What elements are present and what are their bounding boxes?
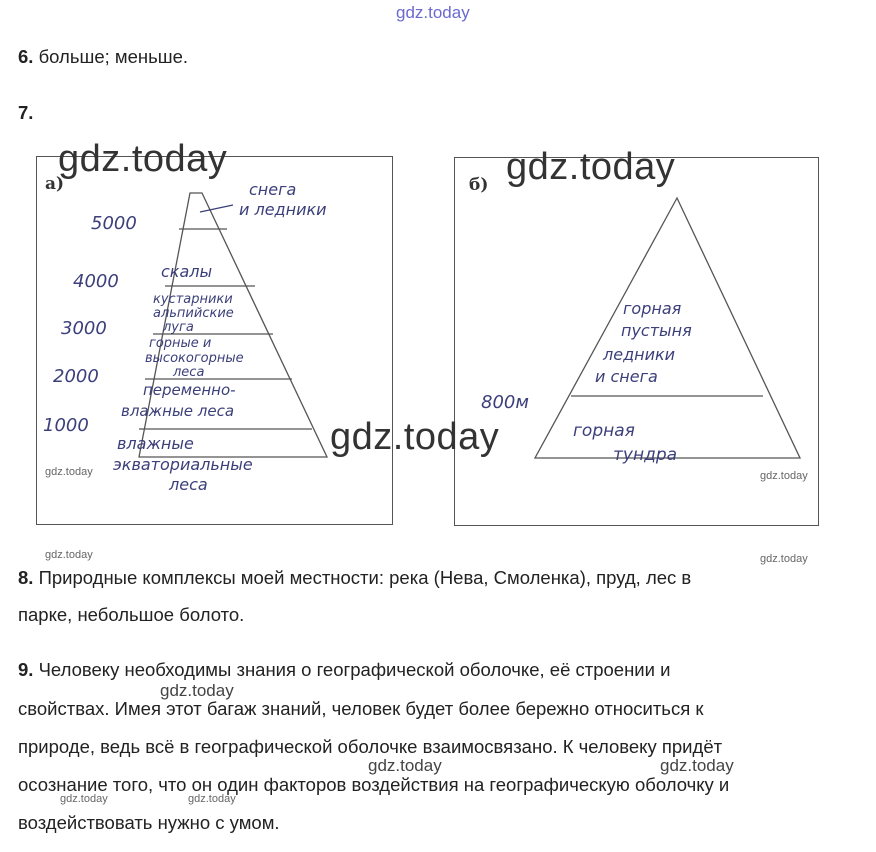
diagram-b-zone-1-line-2: пустыня: [621, 321, 692, 340]
answer-8-line-2: парке, небольшое болото.: [18, 604, 245, 625]
watermark-text-3: gdz.today: [660, 756, 734, 775]
answer-7-number: 7.: [18, 102, 34, 123]
diagram-a-zone-1-line-1: снега: [249, 180, 297, 199]
watermark-top: gdz.today: [396, 3, 470, 22]
watermark-text-1: gdz.today: [160, 681, 234, 700]
answer-8-text-1: Природные комплексы моей местности: река (Нева, Смоленка), пруд, лес в: [38, 567, 692, 588]
diagram-a-label: а): [45, 174, 65, 194]
diagram-a-zone-5-line-1: переменно-: [143, 381, 236, 399]
diagram-a-zone-4-line-2: высокогорные: [145, 351, 244, 366]
diagram-a-level-5: 1000: [43, 415, 89, 436]
watermark-center: gdz.today: [330, 416, 500, 458]
answer-9-text-1: Человеку необходимы знания о географической оболочке, её строении и: [38, 659, 671, 680]
answer-9-line-5: воздействовать нужно с умом.: [18, 812, 280, 833]
diagram-a-level-3: 3000: [61, 318, 107, 339]
diagram-a-zone-4-line-3: леса: [173, 365, 205, 380]
watermark-diagram-a: gdz.today: [58, 138, 228, 180]
diagram-b-zone-2-line-1: горная: [573, 421, 635, 441]
diagram-a-level-4: 2000: [53, 366, 99, 387]
answer-9-line-1: [18, 659, 670, 681]
diagram-a-zone-3-line-3: луга: [163, 320, 194, 335]
answer-6-text: больше; меньше.: [38, 46, 189, 67]
watermark-small-4: gdz.today: [760, 553, 808, 565]
diagram-b-level: 800м: [481, 392, 529, 413]
answer-9-line-3: природе, ведь всё в географической оболочке взаимосвязано. К человеку придёт: [18, 736, 723, 757]
diagram-a-zone-3-line-2: альпийские: [153, 306, 234, 321]
diagram-b-zone-1-line-4: и снега: [595, 367, 658, 386]
answer-9-line-4: осознание того, что он один факторов воздействия на географическую оболочку и: [18, 774, 730, 795]
diagram-a-level-1: 5000: [91, 213, 137, 234]
diagram-a-zone-6-line-1: влажные: [117, 434, 194, 453]
answer-7: [18, 102, 33, 124]
diagram-b-zone-1-line-3: ледники: [603, 345, 676, 364]
diagram-b-label: б): [469, 175, 489, 195]
answer-6: [18, 46, 188, 68]
watermark-diagram-b: gdz.today: [506, 146, 676, 188]
diagram-b-zone-2-line-2: тундра: [613, 445, 678, 465]
answer-8-line-1: [18, 567, 691, 589]
diagram-a-zone-2-line-1: скалы: [161, 262, 213, 281]
diagram-a-zone-5-line-2: влажные леса: [121, 402, 235, 420]
watermark-small-1: gdz.today: [45, 466, 93, 478]
diagram-a-zone-1-line-2: и ледники: [239, 200, 327, 219]
diagram-a-level-2: 4000: [73, 271, 119, 292]
watermark-text-5: gdz.today: [188, 793, 236, 805]
diagram-a-zone-6-line-3: леса: [169, 475, 208, 494]
diagram-a-zone-4-line-1: горные и: [149, 336, 212, 351]
diagram-a-zone-3-line-1: кустарники: [153, 292, 233, 307]
diagram-a-zone-6-line-2: экваториальные: [113, 455, 253, 474]
watermark-text-2: gdz.today: [368, 756, 442, 775]
watermark-text-4: gdz.today: [60, 793, 108, 805]
diagram-a-pointer: [200, 205, 233, 212]
watermark-small-2: gdz.today: [760, 470, 808, 482]
answer-6-number: 6.: [18, 46, 34, 67]
watermark-small-3: gdz.today: [45, 549, 93, 561]
answer-9-line-2: свойствах. Имея этот багаж знаний, человек будет более бережно относиться к: [18, 698, 704, 719]
answer-8-number: 8.: [18, 567, 34, 588]
diagram-b-zone-1-line-1: горная: [623, 299, 682, 318]
answer-9-number: 9.: [18, 659, 34, 680]
